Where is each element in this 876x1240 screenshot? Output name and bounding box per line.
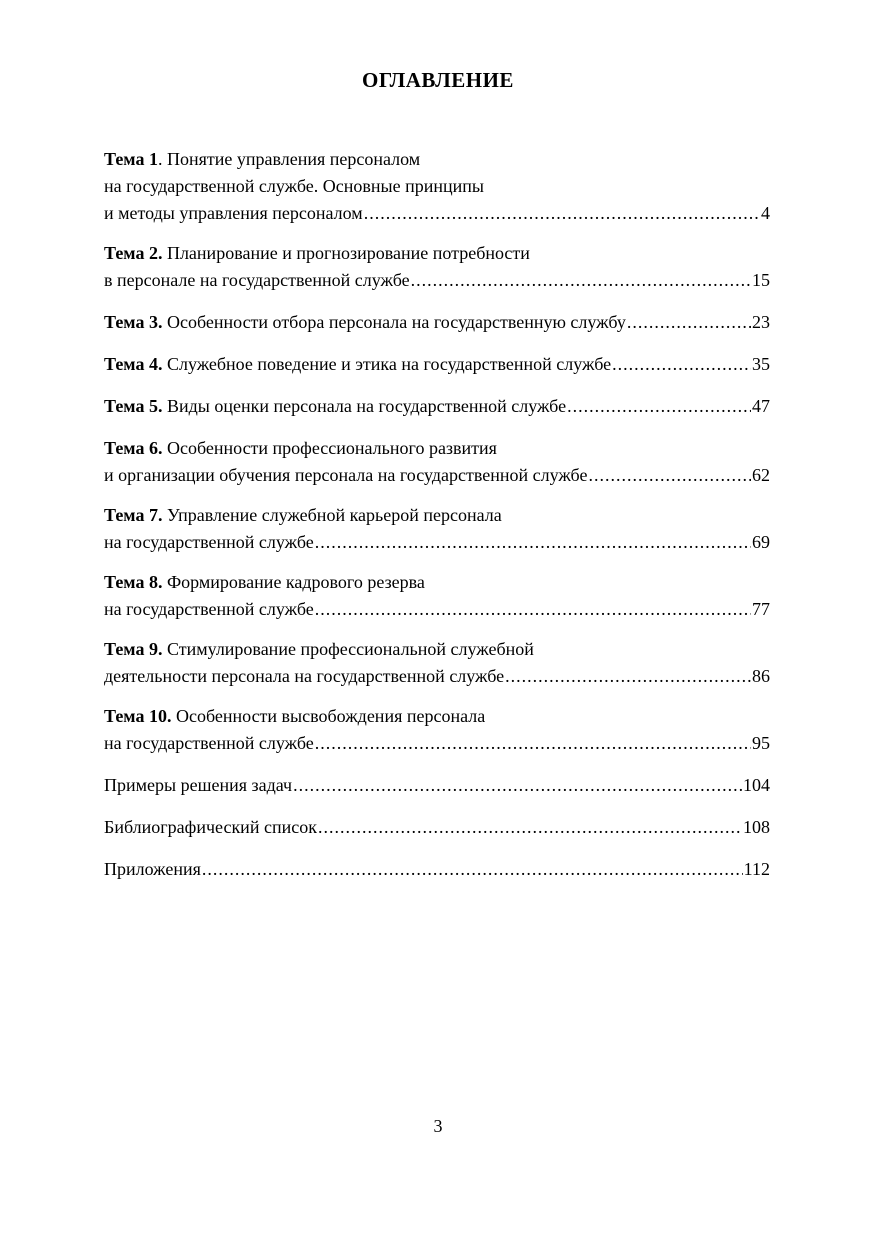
toc-entry-topic-4[interactable] <box>104 351 770 378</box>
toc-entry-last-line <box>104 856 770 883</box>
toc-entry-topic-6[interactable] <box>104 435 770 489</box>
page-number: 3 <box>433 1116 443 1136</box>
topic-title: Особенности отбора персонала на государственную службу <box>162 312 626 332</box>
toc-entry-heading <box>104 502 770 529</box>
toc-entry-heading <box>104 435 770 462</box>
page-ref: 77 <box>752 599 770 619</box>
topic-title-first-line: Планирование и прогнозирование потребности <box>162 243 530 263</box>
page-ref: 4 <box>761 203 770 223</box>
topic-title-last-line: на государственной службе <box>104 599 314 619</box>
toc-entry-topic-8[interactable] <box>104 569 770 623</box>
entry-title: Библиографический список <box>104 817 317 837</box>
dot-leader <box>293 772 742 799</box>
toc-entry-heading <box>104 636 770 663</box>
topic-label: Тема 7. <box>104 505 163 525</box>
toc-entry-last-line <box>104 529 770 556</box>
table-of-contents <box>104 146 770 883</box>
topic-label: Тема 9. <box>104 639 163 659</box>
toc-entry-last-line <box>104 814 770 841</box>
toc-entry-topic-10[interactable] <box>104 703 770 757</box>
topic-title-last-line: в персонале на государственной службе <box>104 270 410 290</box>
topic-title-last-line: деятельности персонала на государственной службе <box>104 666 505 686</box>
toc-entry-last-line <box>104 462 770 489</box>
dot-leader <box>411 267 751 294</box>
toc-entry-topic-3[interactable] <box>104 309 770 336</box>
topic-label: Тема 1 <box>104 149 158 169</box>
topic-title: Служебное поведение и этика на государственной службе <box>162 354 612 374</box>
topic-label: Тема 5. <box>104 396 163 416</box>
toc-entry-last-line <box>104 200 770 227</box>
topic-title-first-line: . Понятие управления персоналом <box>157 149 421 169</box>
topic-label: Тема 4. <box>104 354 163 374</box>
toc-entry-bibliography[interactable] <box>104 814 770 841</box>
toc-entry-last-line <box>104 772 770 799</box>
toc-entry-topic-7[interactable] <box>104 502 770 556</box>
page-ref: 62 <box>752 465 770 485</box>
page-ref: 112 <box>743 859 770 879</box>
topic-title-first-line: Особенности высвобождения персонала <box>171 706 486 726</box>
toc-entry-heading <box>104 240 770 267</box>
page-ref: 35 <box>752 354 770 374</box>
page-ref: 104 <box>743 775 770 795</box>
toc-entry-last-line <box>104 351 770 378</box>
dot-leader <box>315 730 751 757</box>
page-ref: 69 <box>752 532 770 552</box>
topic-label: Тема 8. <box>104 572 163 592</box>
page-ref: 86 <box>752 666 770 686</box>
dot-leader <box>612 351 751 378</box>
topic-title-last-line: на государственной службе <box>104 532 314 552</box>
toc-entry-appendices[interactable] <box>104 856 770 883</box>
topic-title-first-line: Формирование кадрового резерва <box>162 572 425 592</box>
dot-leader <box>588 462 751 489</box>
topic-title-last-line: на государственной службе <box>104 733 314 753</box>
toc-entry-last-line <box>104 663 770 690</box>
page-ref: 15 <box>752 270 770 290</box>
topic-title-last-line: и организации обучения персонала на государственной службе <box>104 465 588 485</box>
toc-entry-heading <box>104 146 770 173</box>
topic-title: Виды оценки персонала на государственной службе <box>162 396 567 416</box>
page-ref: 108 <box>743 817 770 837</box>
dot-leader <box>567 393 751 420</box>
topic-title-last-line: и методы управления персоналом <box>104 203 363 223</box>
toc-entry-last-line <box>104 267 770 294</box>
dot-leader <box>202 856 743 883</box>
topic-title-line: на государственной службе. Основные принципы <box>104 176 484 196</box>
entry-title: Приложения <box>104 859 201 879</box>
page-title: ОГЛАВЛЕНИЕ <box>362 68 514 92</box>
toc-entry-heading <box>104 569 770 596</box>
toc-entry-topic-2[interactable] <box>104 240 770 294</box>
toc-entry-topic-5[interactable] <box>104 393 770 420</box>
toc-entry-topic-1[interactable] <box>104 146 770 227</box>
toc-entry-heading <box>104 703 770 730</box>
dot-leader <box>315 596 751 623</box>
entry-title: Примеры решения задач <box>104 775 293 795</box>
dot-leader <box>627 309 751 336</box>
topic-label: Тема 2. <box>104 243 163 263</box>
page-ref: 47 <box>752 396 770 416</box>
topic-title-first-line: Особенности профессионального развития <box>162 438 497 458</box>
topic-title-first-line: Управление служебной карьерой персонала <box>162 505 502 525</box>
page-ref: 95 <box>752 733 770 753</box>
toc-entry-last-line <box>104 730 770 757</box>
topic-title-first-line: Стимулирование профессиональной служебной <box>162 639 534 659</box>
dot-leader <box>505 663 751 690</box>
dot-leader <box>318 814 742 841</box>
toc-entry-examples[interactable] <box>104 772 770 799</box>
toc-entry-last-line <box>104 309 770 336</box>
dot-leader <box>315 529 751 556</box>
dot-leader <box>364 200 760 227</box>
topic-label: Тема 3. <box>104 312 163 332</box>
topic-label: Тема 6. <box>104 438 163 458</box>
page-ref: 23 <box>752 312 770 332</box>
toc-entry-last-line <box>104 596 770 623</box>
toc-entry-last-line <box>104 393 770 420</box>
topic-label: Тема 10. <box>104 706 172 726</box>
toc-entry-topic-9[interactable] <box>104 636 770 690</box>
